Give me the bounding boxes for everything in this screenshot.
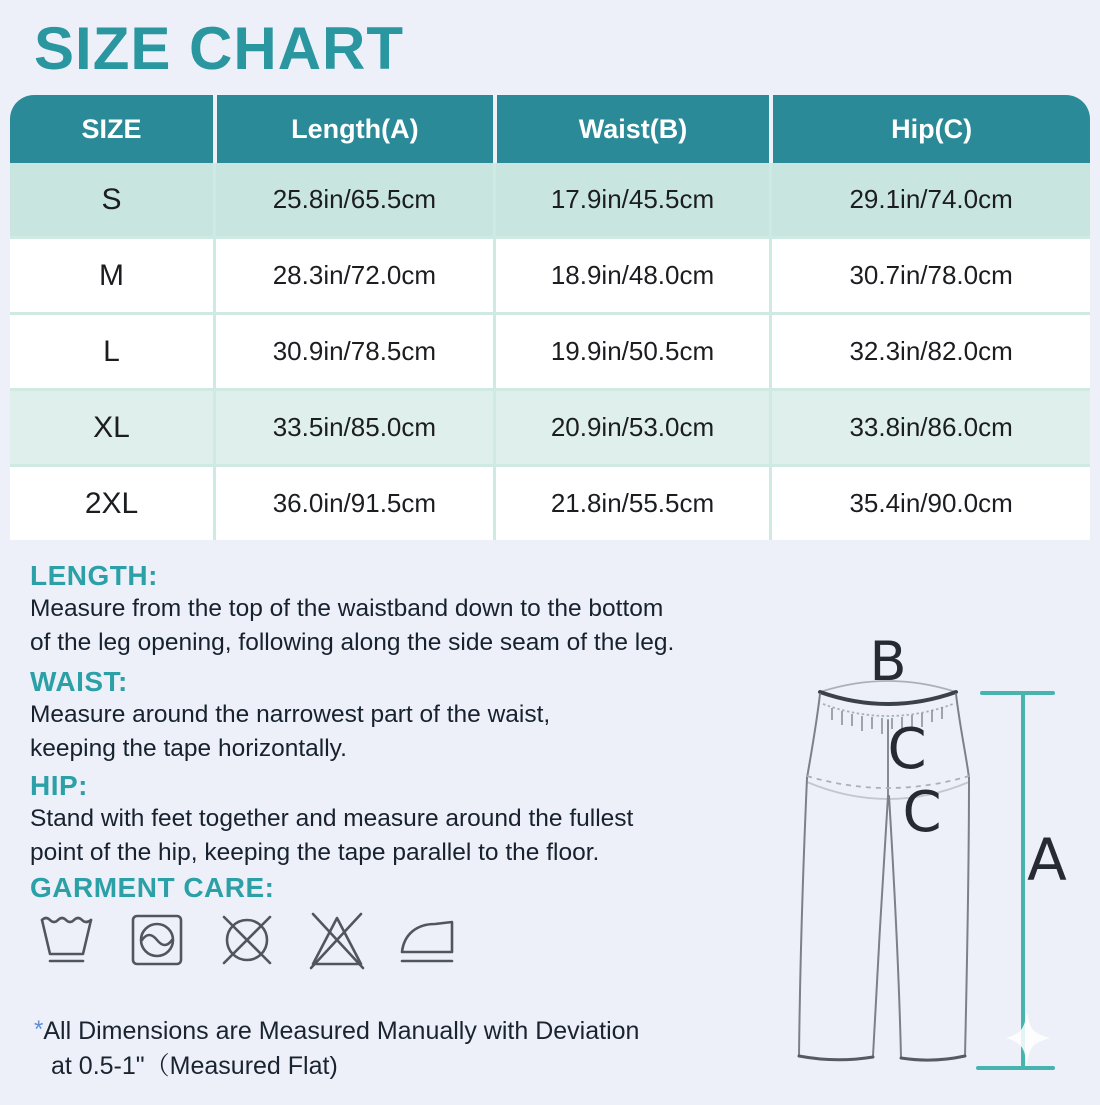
waist-line2: keeping the tape horizontally. — [30, 735, 347, 762]
footnote — [34, 1012, 639, 1084]
asterisk: * — [34, 1016, 44, 1043]
waist-heading: WAIST: — [30, 666, 128, 697]
length-line1: Measure from the top of the waistband down to the bottom — [30, 595, 664, 622]
hip-description — [30, 802, 633, 870]
label-hip-c-lower: C — [902, 780, 942, 845]
cell-length: 36.0in/91.5cm — [213, 464, 493, 540]
cell-hip: 32.3in/82.0cm — [769, 312, 1090, 388]
label-length-a: A — [1027, 826, 1067, 894]
length-description — [30, 592, 674, 660]
footnote-line2: at 0.5-1"（Measured Flat) — [51, 1052, 338, 1080]
header-length: Length(A) — [213, 95, 493, 163]
pants-outline — [799, 681, 969, 1060]
do-not-bleach-icon — [304, 906, 370, 978]
cell-length: 28.3in/72.0cm — [213, 236, 493, 312]
cell-length: 33.5in/85.0cm — [213, 388, 493, 464]
cell-length: 30.9in/78.5cm — [213, 312, 493, 388]
table-row-s — [10, 163, 1090, 236]
cell-size: M — [10, 236, 213, 312]
hip-line1: Stand with feet together and measure around the fullest — [30, 805, 634, 832]
iron-icon — [394, 906, 460, 978]
do-not-dry-clean-icon — [214, 906, 280, 978]
table-row-2xl — [10, 464, 1090, 540]
footnote-line1: *All Dimensions are Measured Manually with Deviation — [34, 1016, 640, 1045]
cell-hip: 35.4in/90.0cm — [769, 464, 1090, 540]
size-table — [10, 95, 1090, 540]
machine-dry-icon — [124, 906, 190, 978]
cell-size: 2XL — [10, 464, 213, 540]
hip-heading: HIP: — [30, 770, 88, 801]
waist-line1: Measure around the narrowest part of the waist, — [30, 701, 551, 728]
table-row-xl — [10, 388, 1090, 464]
length-heading: LENGTH: — [30, 560, 158, 591]
cell-hip: 30.7in/78.0cm — [769, 236, 1090, 312]
page-title: SIZE CHART — [34, 15, 404, 82]
care-icons-row — [34, 906, 460, 978]
cell-waist: 18.9in/48.0cm — [493, 236, 769, 312]
cell-size: L — [10, 312, 213, 388]
cell-waist: 19.9in/50.5cm — [493, 312, 769, 388]
sparkle-icon — [1006, 1012, 1050, 1064]
hand-wash-icon — [34, 906, 100, 978]
header-size: SIZE — [10, 95, 213, 163]
cell-size: S — [10, 163, 213, 236]
cell-waist: 21.8in/55.5cm — [493, 464, 769, 540]
garment-care-heading: GARMENT CARE: — [30, 872, 275, 903]
cell-hip: 33.8in/86.0cm — [769, 388, 1090, 464]
header-hip: Hip(C) — [769, 95, 1090, 163]
table-row-m — [10, 236, 1090, 312]
label-hip-c-upper: C — [887, 717, 927, 782]
table-row-l — [10, 312, 1090, 388]
cell-size: XL — [10, 388, 213, 464]
size-table-header-row — [10, 95, 1090, 163]
label-waist-b: B — [869, 630, 907, 693]
pants-diagram — [770, 628, 1100, 1100]
waist-description — [30, 698, 550, 766]
hip-line2: point of the hip, keeping the tape parallel to the floor. — [30, 839, 600, 866]
header-waist: Waist(B) — [493, 95, 769, 163]
length-line2: of the leg opening, following along the side seam of the leg. — [30, 629, 675, 656]
cell-waist: 17.9in/45.5cm — [493, 163, 769, 236]
cell-length: 25.8in/65.5cm — [213, 163, 493, 236]
cell-hip: 29.1in/74.0cm — [769, 163, 1090, 236]
cell-waist: 20.9in/53.0cm — [493, 388, 769, 464]
